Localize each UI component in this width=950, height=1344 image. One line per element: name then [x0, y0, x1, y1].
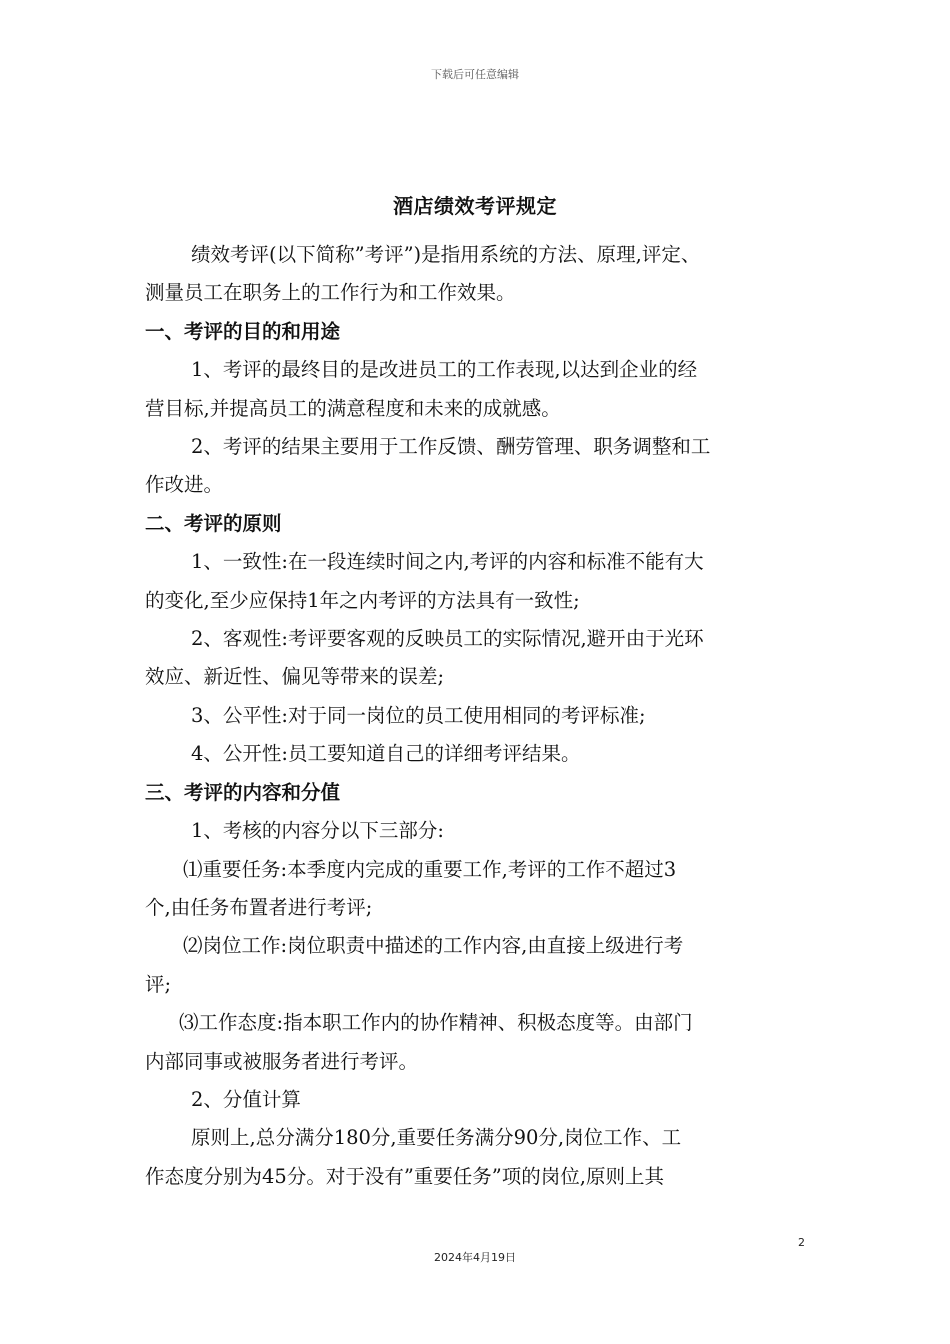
- paragraph-line: 内部同事或被服务者进行考评。: [145, 1049, 419, 1073]
- paragraph-line: ⑴重要任务:本季度内完成的重要工作,考评的工作不超过3: [183, 857, 677, 881]
- paragraph-line: 营目标,并提高员工的满意程度和未来的成就感。: [145, 396, 561, 420]
- paragraph-line: 3、公平性:对于同一岗位的员工使用相同的考评标准;: [191, 703, 646, 727]
- section-heading: 二、考评的原则: [145, 511, 282, 535]
- paragraph-line: 个,由任务布置者进行考评;: [145, 895, 373, 919]
- paragraph-line: ⑵岗位工作:岗位职责中描述的工作内容,由直接上级进行考: [183, 934, 684, 958]
- paragraph-line: 效应、新近性、偏见等带来的误差;: [145, 665, 445, 689]
- paragraph-line: 4、公开性:员工要知道自己的详细考评结果。: [191, 742, 581, 766]
- paragraph-line: 的变化,至少应保持1年之内考评的方法具有一致性;: [145, 588, 580, 612]
- paragraph-line: ⑶工作态度:指本职工作内的协作精神、积极态度等。由部门: [179, 1011, 693, 1035]
- paragraph-line: 1、考评的最终目的是改进员工的工作表现,以达到企业的经: [191, 358, 698, 382]
- paragraph-line: 2、客观性:考评要客观的反映员工的实际情况,避开由于光环: [191, 627, 704, 651]
- footer-date: 2024年4月19日: [434, 1251, 516, 1264]
- paragraph-line: 1、考核的内容分以下三部分:: [191, 819, 444, 843]
- paragraph-line: 作态度分别为45分。对于没有”重要任务”项的岗位,原则上其: [145, 1164, 664, 1188]
- section-heading: 一、考评的目的和用途: [145, 319, 341, 343]
- section-heading: 三、考评的内容和分值: [145, 780, 341, 804]
- paragraph-line: 评;: [145, 972, 172, 996]
- header-note: 下载后可任意编辑: [431, 68, 519, 81]
- paragraph-line: 测量员工在职务上的工作行为和工作效果。: [145, 281, 516, 305]
- paragraph-line: 绩效考评(以下简称”考评”)是指用系统的方法、原理,评定、: [191, 243, 701, 266]
- paragraph-line: 2、考评的结果主要用于工作反馈、酬劳管理、职务调整和工: [191, 435, 711, 459]
- paragraph-line: 作改进。: [145, 473, 224, 497]
- document-title: 酒店绩效考评规定: [393, 194, 557, 218]
- paragraph-line: 1、一致性:在一段连续时间之内,考评的内容和标准不能有大: [191, 550, 704, 574]
- paragraph-line: 原则上,总分满分180分,重要任务满分90分,岗位工作、工: [191, 1126, 682, 1150]
- document-body: [145, 236, 825, 1196]
- page-number: 2: [798, 1236, 805, 1249]
- paragraph-line: 2、分值计算: [191, 1087, 301, 1111]
